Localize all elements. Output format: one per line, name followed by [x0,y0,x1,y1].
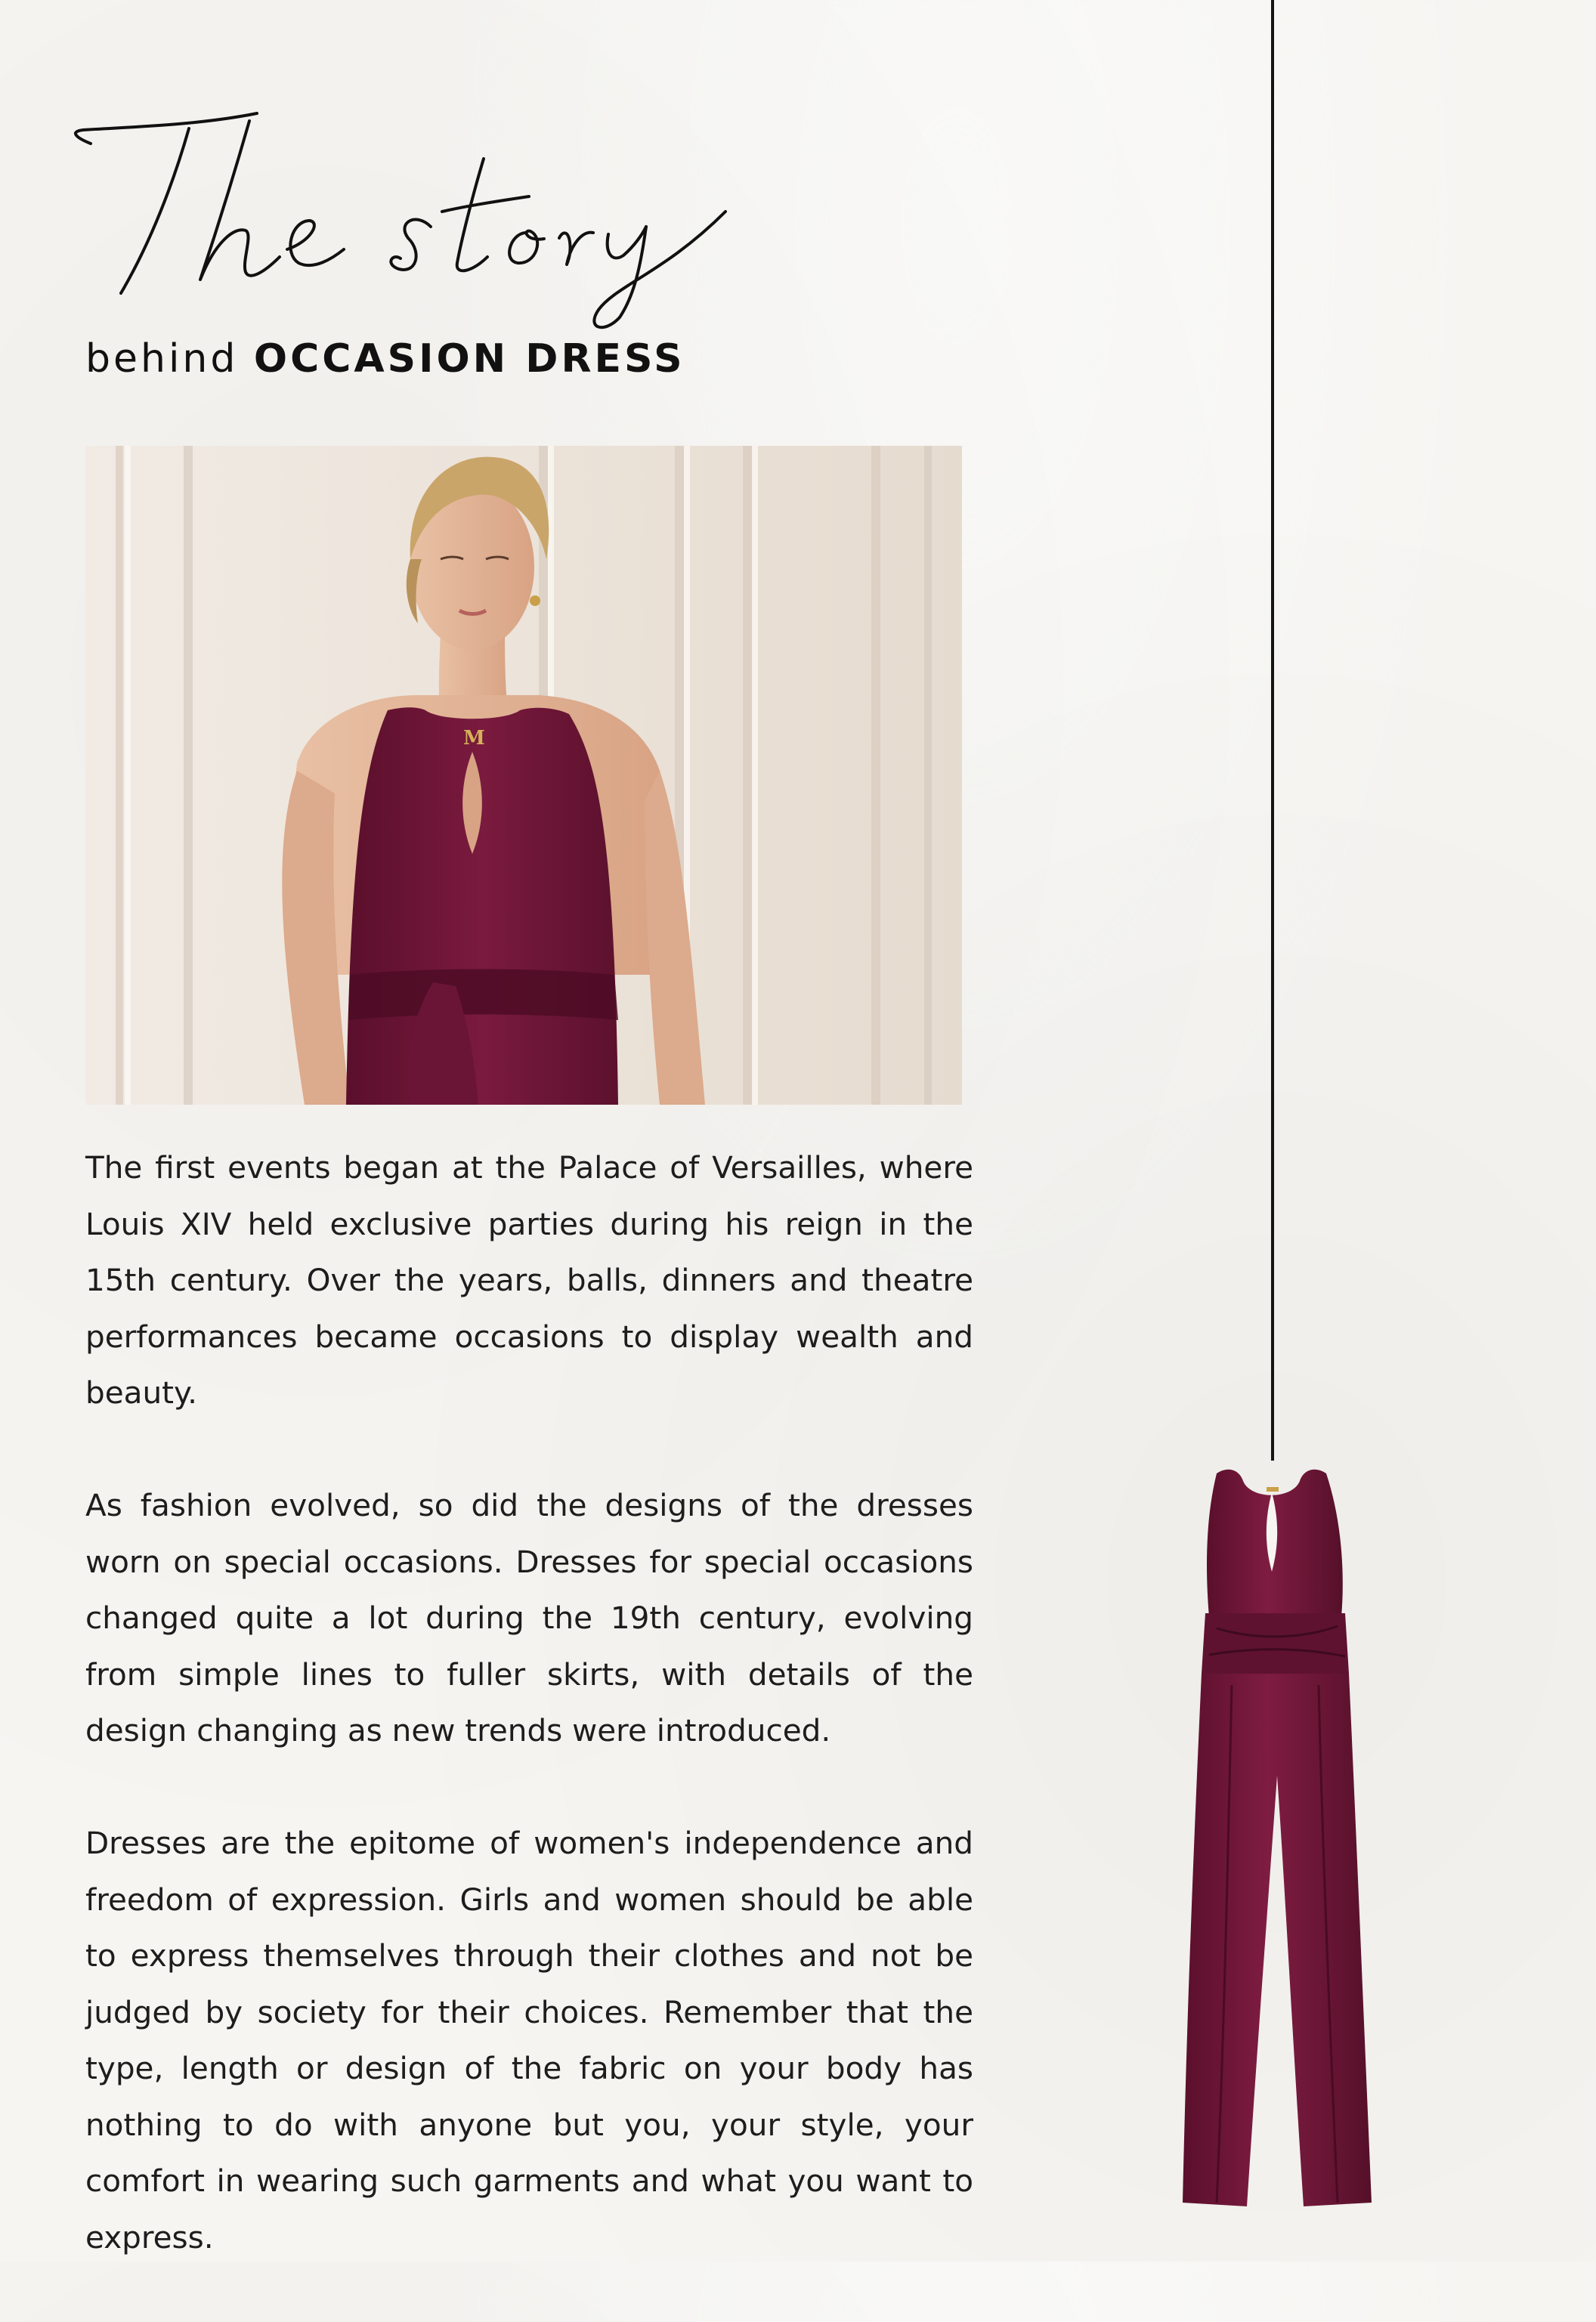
subtitle-emphasis: OCCASION DRESS [253,336,685,382]
hanging-jumpsuit [1164,1458,1390,2222]
paragraph-3: Dresses are the epitome of women's independence and freedom of expression. Girls and women should be able to express themselves through their clothes and not be judged by society for their choices. Remember that the type, length or design of the fabric on your body has nothing to do with anyone but you, your style, your comfort in wearing such garments and what you want to express. [85,1825,973,2256]
subtitle-prefix: behind [85,336,239,382]
paragraph-2: As fashion evolved, so did the designs of the dresses worn on special occasions. Dresses for special occasions changed quite a lot during the 19th century, evolving from simple lines to fuller skirts, with details of the design changing as new trends were introduced. [85,1487,973,1748]
paragraph-1: The first events began at the Palace of Versailles, where Louis XIV held exclusive parties during his reign in the 15th century. Over the years, balls, dinners and theatre performances became occasions to display wealth and beauty. [85,1149,973,1411]
subtitle [85,336,685,382]
clasp-monogram: M [463,727,485,750]
story-text [85,1139,973,2322]
jumpsuit-illustration [1164,1458,1390,2222]
script-title-lettering [60,91,786,340]
script-title [60,91,786,343]
hero-photo [85,446,962,1105]
hanger-line [1271,0,1274,1461]
model-photo-illustration [85,446,962,1105]
